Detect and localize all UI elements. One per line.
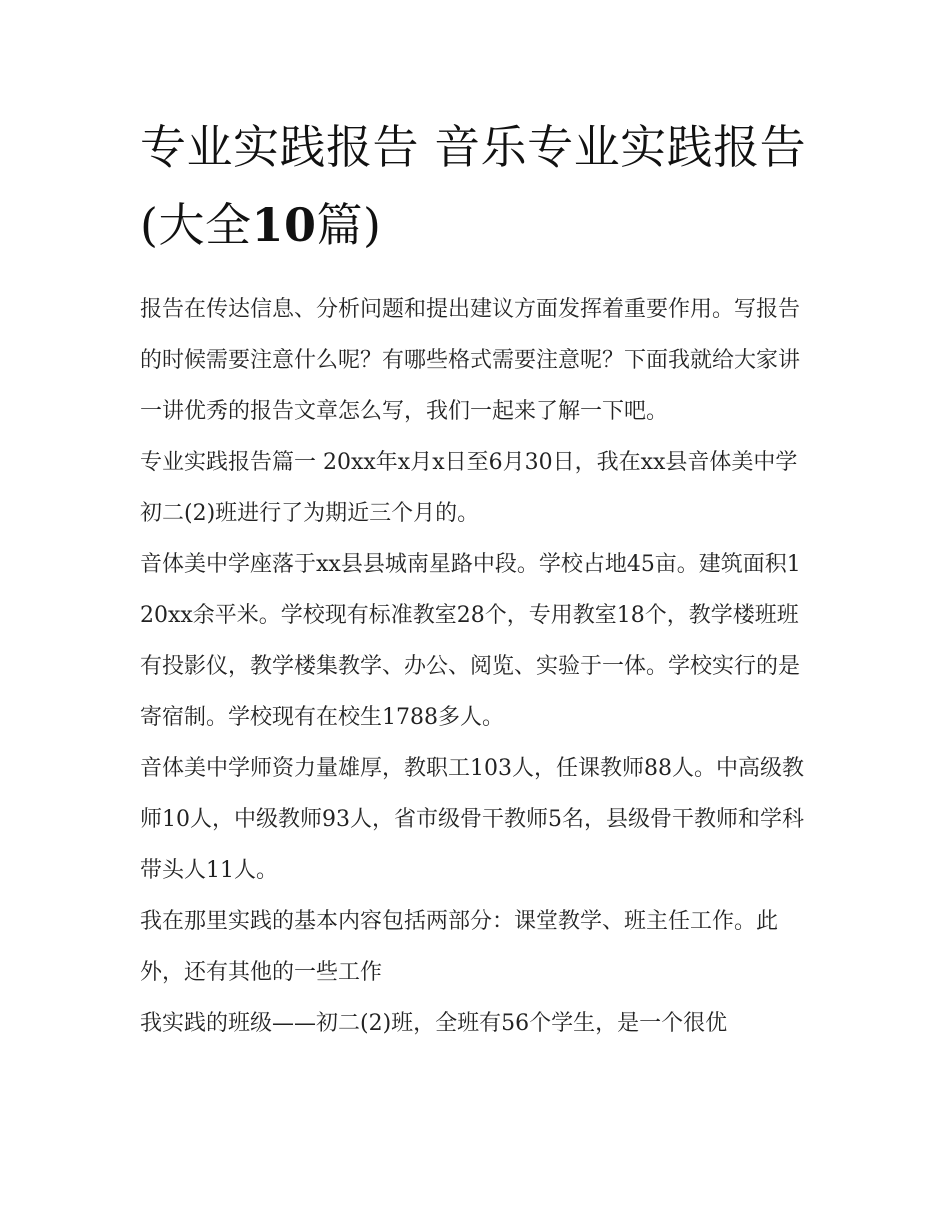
- school-overview-paragraph: 音体美中学座落于xx县县城南星路中段。学校占地45亩。建筑面积120xx余平米。学校现有标准教室28个，专用教室18个，教学楼班班有投影仪，教学楼集教学、办公、阅览、实验于一体。学校实行的是寄宿制。学校现有在校生1788多人。: [140, 552, 801, 730]
- practice-content-paragraph: 我在那里实践的基本内容包括两部分：课堂教学、班主任工作。此外，还有其他的一些工作: [140, 909, 779, 985]
- title-text-part1: 专业实践报告 音乐专业实践报告(大全: [140, 120, 807, 252]
- intro-paragraph: 报告在传达信息、分析问题和提出建议方面发挥着重要作用。写报告的时候需要注意什么呢？有哪些格式需要注意呢？下面我就给大家讲一讲优秀的报告文章怎么写，我们一起来了解一下吧。: [140, 297, 801, 424]
- class-description-paragraph: 我实践的班级——初二(2)班，全班有56个学生，是一个很优: [140, 1011, 728, 1036]
- document-title: [140, 108, 814, 264]
- title-text-part2: 篇): [316, 198, 382, 252]
- document-content: [140, 108, 814, 1049]
- faculty-paragraph: 音体美中学师资力量雄厚，教职工103人，任课教师88人。中高级教师10人，中级教师93人，省市级骨干教师5名，县级骨干教师和学科带头人11人。: [140, 756, 804, 883]
- practice-period-paragraph: 专业实践报告篇一 20xx年x月x日至6月30日，我在xx县音体美中学初二(2)班进行了为期近三个月的。: [140, 450, 798, 526]
- title-number: 10: [251, 198, 317, 252]
